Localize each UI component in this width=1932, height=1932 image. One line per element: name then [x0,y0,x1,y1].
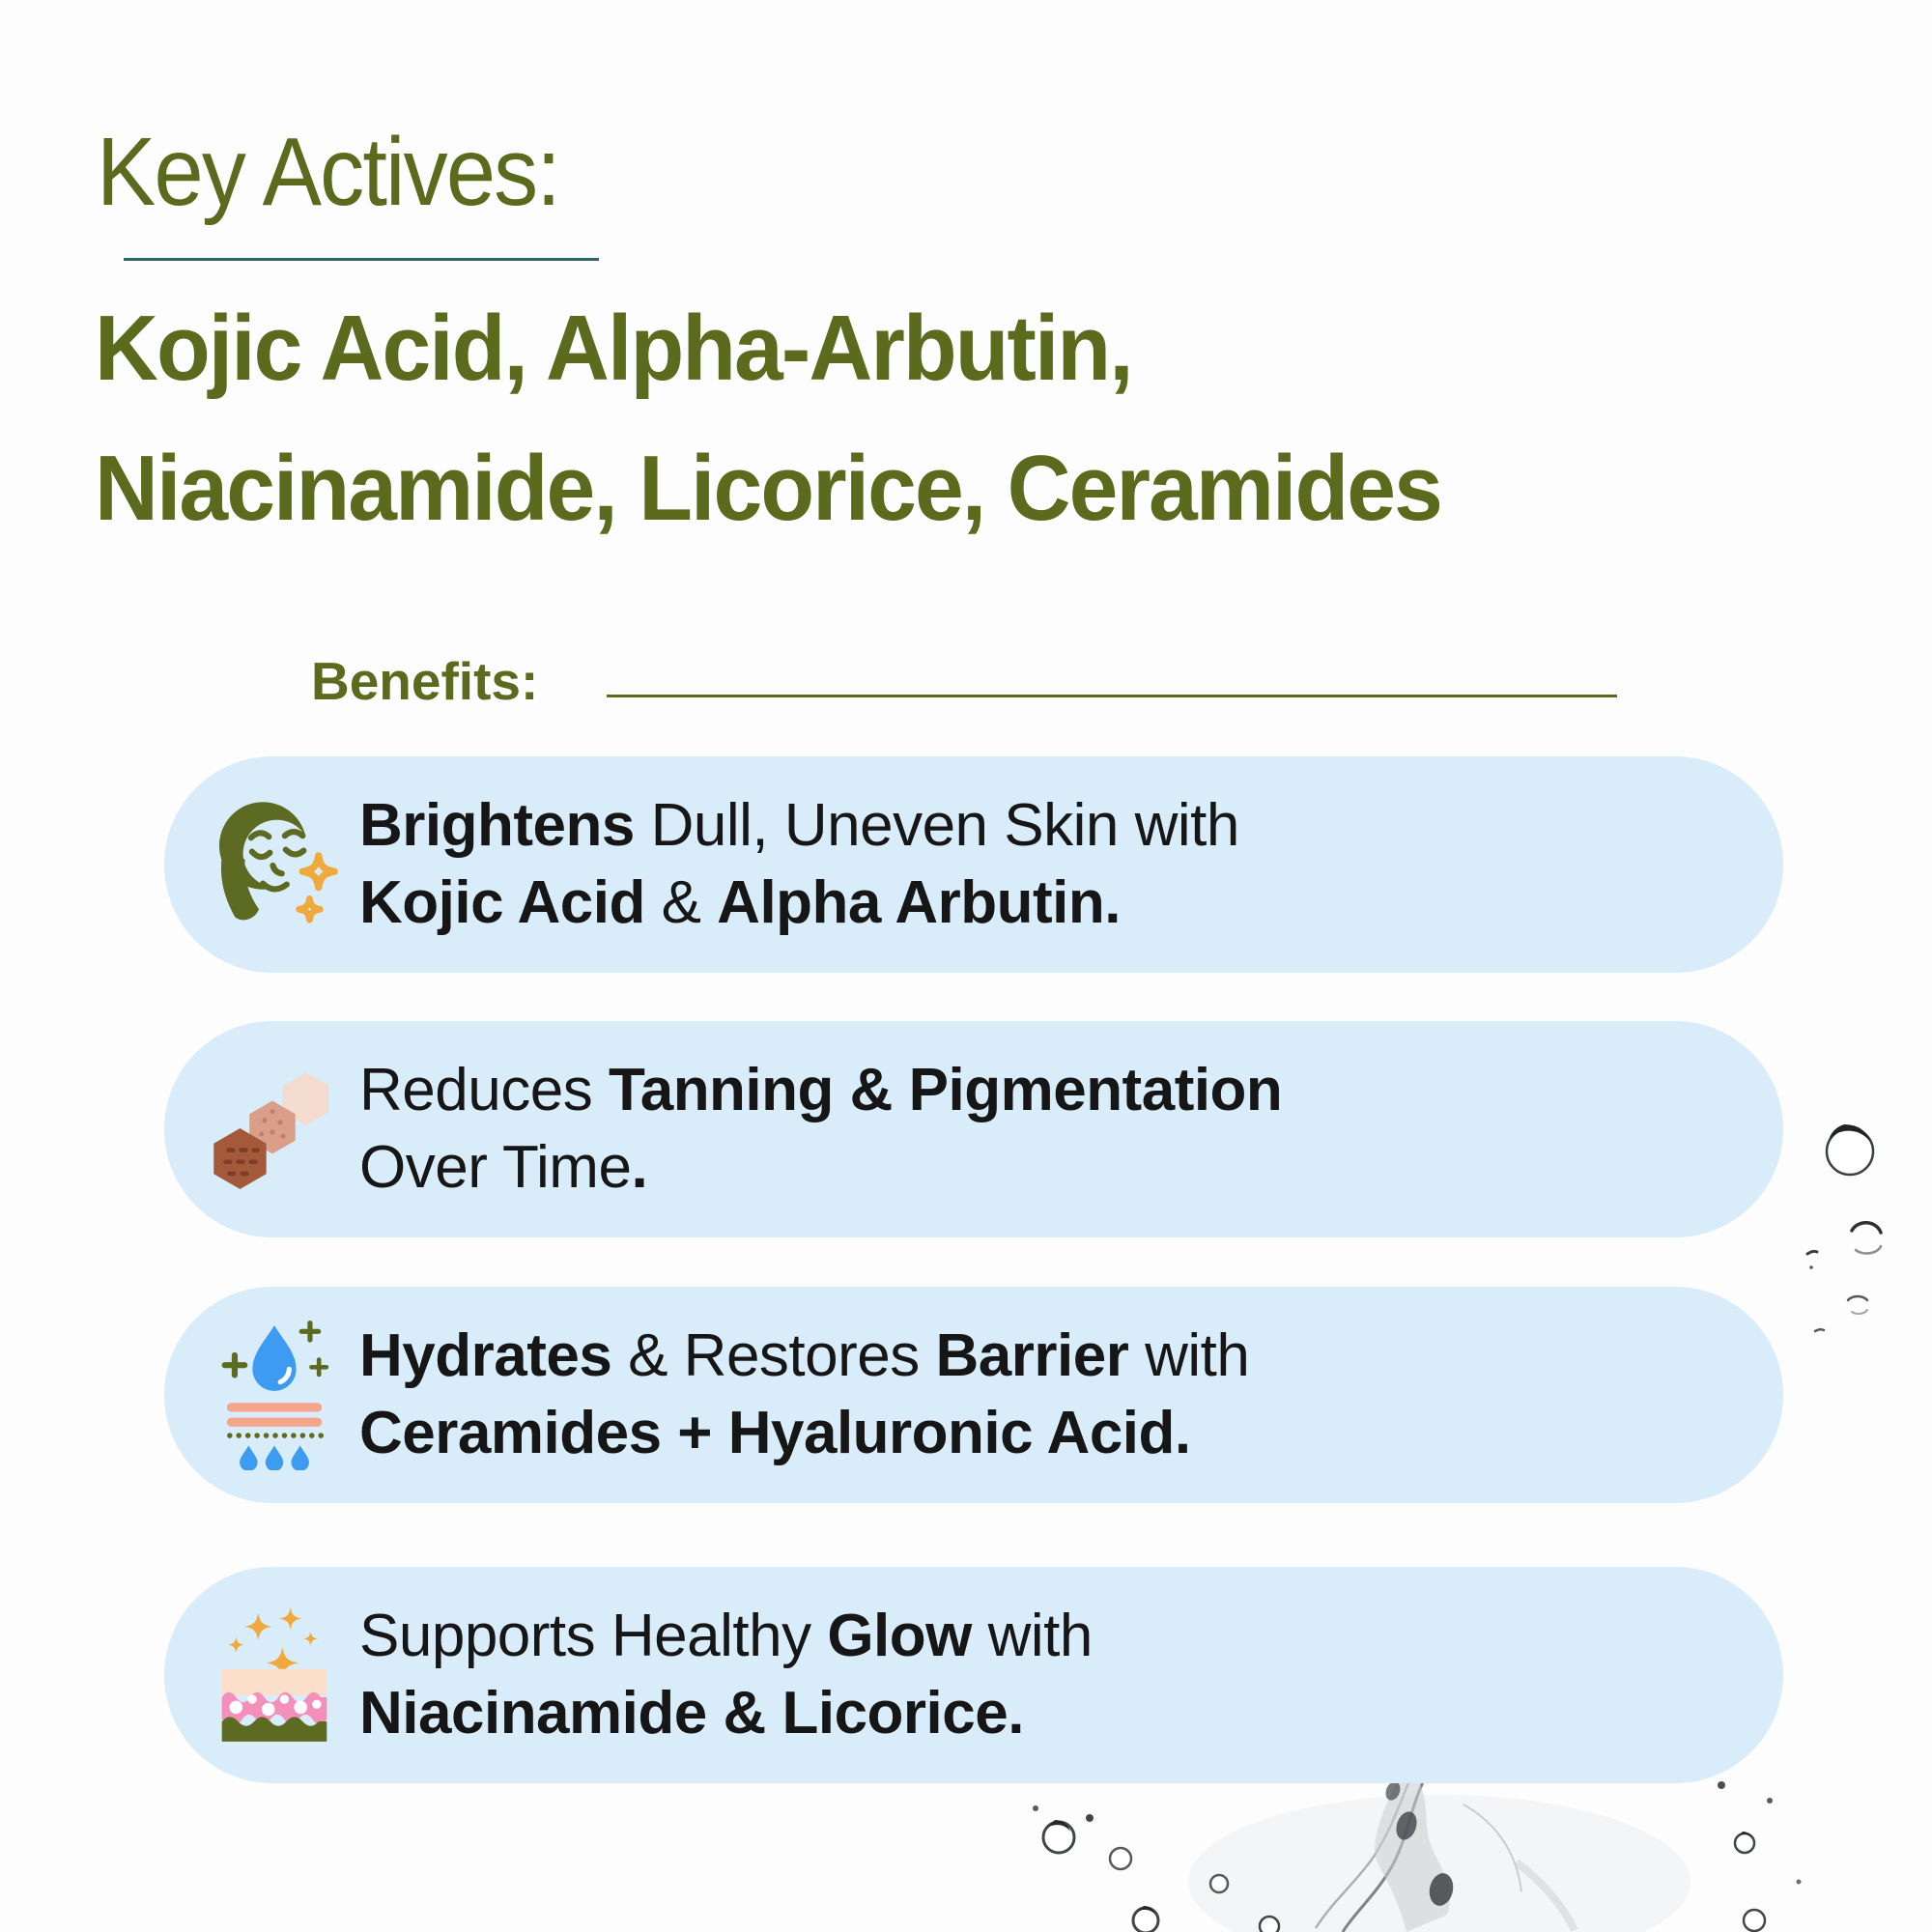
benefit-line: Over Time. [359,1134,648,1201]
benefit-line: Hydrates & Restores Barrier with [359,1322,1250,1389]
benefit-line: Supports Healthy Glow with [359,1603,1093,1669]
water-splash-decoration [976,1766,1932,1932]
benefit-line: Kojic Acid & Alpha Arbutin. [359,869,1121,936]
pigmentation-hexagons-icon [211,1065,338,1193]
water-droplets-decoration [1792,1101,1927,1352]
key-actives-line-2: Niacinamide, Licorice, Ceramides [95,437,1441,540]
benefit-card-pigmentation [164,1021,1783,1237]
benefits-underline [607,695,1617,697]
benefit-card-hydration [164,1287,1783,1503]
page-title: Key Actives: [97,118,560,226]
glowing-face-icon [207,794,342,935]
benefits-heading: Benefits: [311,651,539,711]
benefit-text [359,1052,1282,1207]
benefit-text [359,1598,1093,1752]
key-actives-line-1: Kojic Acid, Alpha-Arbutin, [95,297,1132,400]
benefit-line: Brightens Dull, Uneven Skin with [359,792,1239,859]
benefit-line: Niacinamide & Licorice. [359,1680,1024,1747]
benefit-line: Ceramides + Hyaluronic Acid. [359,1400,1191,1466]
hydration-drop-icon [213,1320,336,1470]
benefit-card-brightens [164,756,1783,973]
key-actives-list [95,278,1441,558]
skin-glow-layers-icon [212,1606,337,1744]
benefit-text [359,787,1239,942]
title-underline [124,258,599,261]
benefit-text [359,1318,1249,1472]
benefit-card-glow [164,1567,1783,1783]
benefit-line: Reduces Tanning & Pigmentation [359,1057,1283,1123]
